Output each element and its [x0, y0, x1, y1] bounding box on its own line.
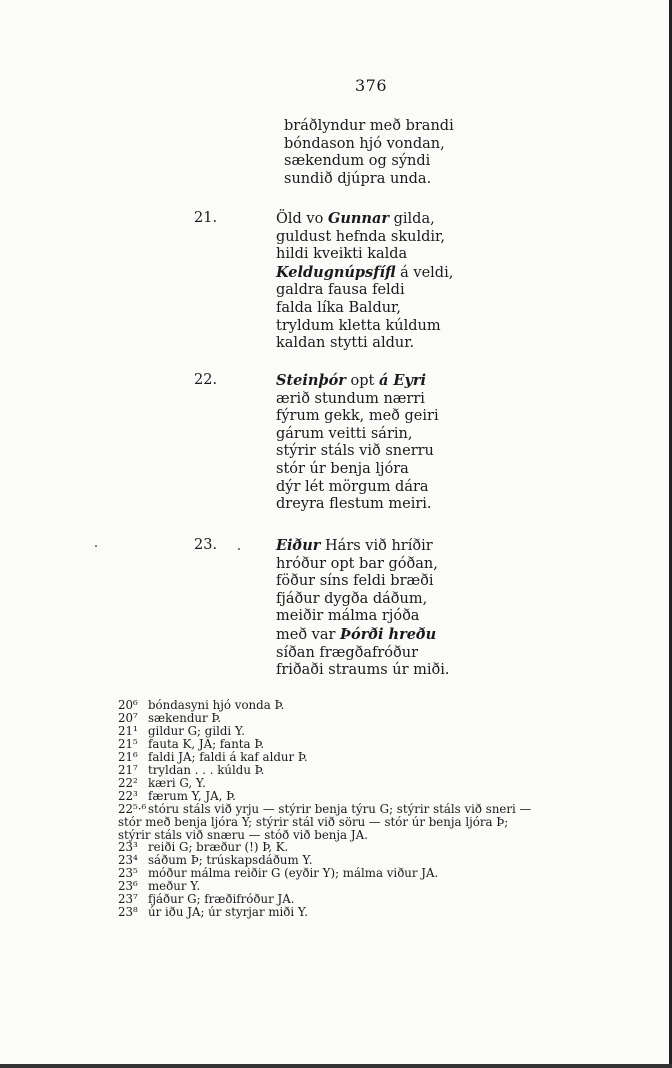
footnote-ref: 20⁶: [118, 698, 138, 712]
footnote-continuation: stýrir stáls við snæru — stóð við benja JA.: [118, 827, 368, 842]
verse-line: [276, 662, 450, 680]
footnote-ref: 21⁷: [118, 762, 138, 777]
footnote-ref: 23³: [118, 840, 138, 855]
verse-line: [276, 461, 439, 479]
line-text: föður síns feldi bræði: [276, 573, 434, 590]
line-text: meiðir málma rjóða: [276, 608, 420, 625]
footnote-ref: 23⁸: [118, 905, 138, 920]
footnote-continuation: stór með benja ljóra Y; stýrir stál við söru — stór úr benja ljóra Þ;: [118, 814, 509, 829]
footnote-text: gildur G; gildi Y.: [148, 723, 245, 738]
verse-line: [276, 300, 453, 318]
verse-line: [276, 608, 450, 626]
footnote-ref: 21⁵: [118, 736, 138, 751]
line-text: guldust hefnda skuldir,: [276, 228, 445, 245]
verse-line: [276, 537, 450, 556]
line-text: síðan frægðafróður: [276, 644, 419, 661]
footnote-text: færum Y, JA, Þ.: [148, 788, 236, 803]
footnote-ref: 21⁶: [118, 749, 138, 764]
line-text: tryldum kletta kúldum: [276, 317, 441, 334]
verse-line: [276, 210, 453, 229]
footnote-text: fauta K, JA; fanta Þ.: [148, 736, 265, 751]
footnote-ref: 23⁷: [118, 892, 138, 907]
line-text: sundið djúpra unda.: [284, 170, 432, 187]
footnote-text: fjáður G; fræðifróður JA.: [148, 892, 295, 907]
footnote-ref: 20⁷: [118, 710, 138, 725]
verse-number: 23.: [194, 537, 218, 553]
verse-line: [276, 591, 450, 609]
footnote-text: tryldan . . . kúldu Þ.: [148, 762, 265, 777]
verse-number: 21.: [194, 210, 218, 226]
verse-line: [276, 318, 453, 336]
footnote-text: úr iðu JA; úr styrjar miði Y.: [148, 905, 308, 920]
footnote-text: meður Y.: [148, 879, 201, 894]
line-text: gárum veitti sárin,: [276, 425, 413, 442]
verse-line: [284, 153, 454, 171]
footnote-ref: 23⁶: [118, 879, 138, 894]
verse-line: [276, 246, 453, 264]
line-text: fýrum gekk, með geiri: [276, 408, 439, 425]
footnote-text: stóru stáls við yrju — stýrir benja týru G; stýrir stáls við sneri —: [148, 801, 532, 816]
footnote-text: reiði G; bræður (!) Þ, K.: [148, 840, 289, 855]
footnote-text: sáðum Þ; trúskapsdáðum Y.: [148, 853, 313, 868]
scan-speck: [95, 545, 97, 547]
line-text: stór úr benja ljóra: [276, 460, 409, 477]
verse-line: [276, 443, 439, 461]
verse-line: [276, 556, 450, 574]
footnote-ref: 23⁴: [118, 853, 138, 868]
line-text: dýr lét mörgum dára: [276, 478, 429, 495]
line-text: friðaði straums úr miði.: [276, 662, 450, 679]
verse-line: [276, 372, 439, 391]
line-text: bóndason hjó vondan,: [284, 135, 445, 152]
footnote: [118, 906, 618, 919]
line-text: kaldan stytti aldur.: [276, 335, 415, 352]
footnote-text: kæri G, Y.: [148, 775, 206, 790]
line-text: stýrir stáls við snerru: [276, 443, 434, 460]
footnote-text: bóndasyni hjó vonda Þ.: [148, 698, 285, 712]
verse-line: [276, 426, 439, 444]
line-text: opt: [345, 373, 379, 389]
page-bottom-edge: [0, 1064, 672, 1068]
line-text: fjáður dygða dáðum,: [276, 590, 428, 607]
verse-line: [284, 171, 454, 189]
line-text: Hárs við hríðir: [320, 538, 433, 554]
line-text: ærið stundum nærri: [276, 390, 425, 407]
line-text: falda líka Baldur,: [276, 299, 402, 316]
italic-name: Þórði hreðu: [340, 625, 437, 643]
verse-line: [276, 408, 439, 426]
verse-line: [276, 645, 450, 663]
line-text: með var: [276, 626, 341, 643]
line-text: gilda,: [389, 211, 435, 227]
line-text: sækendum og sýndi: [284, 153, 431, 170]
footnote-text: sækendur Þ.: [148, 710, 222, 725]
scan-speck: [238, 548, 240, 550]
line-text: bráðlyndur með brandi: [284, 118, 454, 134]
footnote-ref: 23⁵: [118, 866, 138, 881]
verse-line: [276, 391, 439, 409]
footnote-text: faldi JA; faldi á kaf aldur Þ.: [148, 749, 308, 764]
footnote-ref: 21¹: [118, 723, 138, 738]
verse-line: [276, 496, 439, 514]
verse-line: [276, 626, 450, 645]
page-number: 376: [354, 76, 388, 95]
italic-name: Gunnar: [327, 210, 389, 227]
verse-line: [276, 264, 453, 283]
verse-line: [276, 573, 450, 591]
verse-line: [276, 229, 453, 247]
verse-line: [276, 282, 453, 300]
italic-name: Eiður: [276, 537, 321, 554]
verse-line: [284, 118, 454, 136]
verse-line: [276, 335, 453, 353]
line-text: hildi kveikti kalda: [276, 246, 408, 263]
line-text: Öld vo: [276, 211, 328, 227]
line-text: hróður opt bar góðan,: [276, 555, 438, 572]
footnote-ref: 22²: [118, 775, 138, 790]
footnote-ref: 22³: [118, 788, 138, 803]
verse-number: 22.: [194, 372, 218, 388]
line-text: galdra fausa feldi: [276, 282, 405, 299]
footnote-ref: 22⁵·⁶: [118, 801, 147, 816]
footnotes: [118, 699, 618, 919]
italic-name: Keldugnúpsfífl: [276, 263, 396, 281]
italic-name: á Eyri: [378, 372, 427, 389]
line-text: dreyra flestum meiri.: [276, 496, 432, 513]
verse-line: [284, 136, 454, 154]
line-text: á veldi,: [395, 264, 454, 281]
verse-line: [276, 479, 439, 497]
italic-name: Steinþór: [276, 372, 346, 389]
footnote-text: móður málma reiðir G (eyðir Y); málma viður JA.: [148, 866, 439, 881]
footnote: [118, 803, 618, 816]
